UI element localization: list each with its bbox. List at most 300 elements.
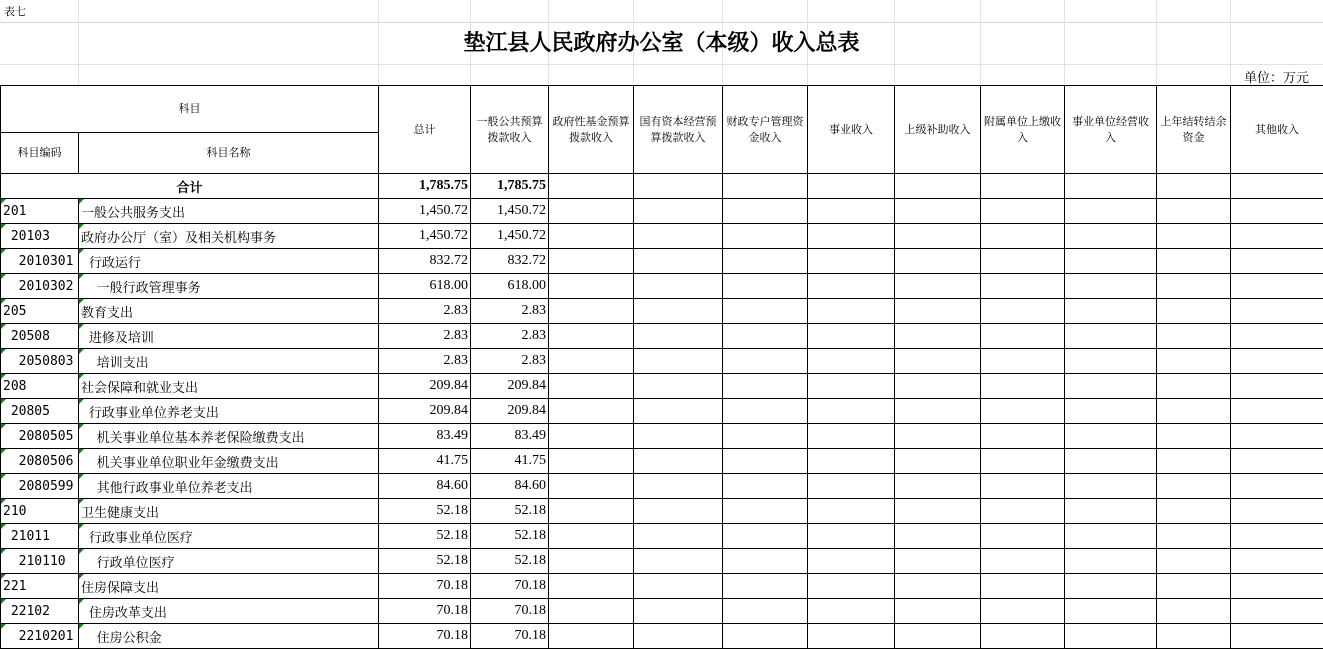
empty-cell[interactable] bbox=[808, 624, 895, 649]
row-name[interactable] bbox=[79, 274, 379, 299]
row-code[interactable] bbox=[1, 274, 79, 299]
empty-cell[interactable] bbox=[634, 549, 723, 574]
row-general[interactable] bbox=[471, 399, 549, 424]
empty-cell[interactable] bbox=[1231, 349, 1323, 374]
empty-cell[interactable] bbox=[1065, 424, 1157, 449]
row-total[interactable] bbox=[379, 299, 471, 324]
row-total[interactable] bbox=[379, 199, 471, 224]
empty-cell[interactable] bbox=[723, 299, 808, 324]
empty-cell[interactable] bbox=[895, 424, 981, 449]
empty-cell[interactable] bbox=[808, 499, 895, 524]
sheet-top-row bbox=[0, 0, 1323, 23]
empty-cell[interactable] bbox=[808, 299, 895, 324]
row-general[interactable] bbox=[471, 499, 549, 524]
empty-cell[interactable] bbox=[549, 249, 634, 274]
empty-cell[interactable] bbox=[549, 599, 634, 624]
row-code[interactable] bbox=[1, 224, 79, 249]
empty-cell[interactable] bbox=[1231, 399, 1323, 424]
empty-cell[interactable] bbox=[895, 274, 981, 299]
empty-cell[interactable] bbox=[634, 249, 723, 274]
row-total[interactable] bbox=[379, 574, 471, 599]
empty-cell[interactable] bbox=[723, 599, 808, 624]
row-total[interactable] bbox=[379, 549, 471, 574]
empty-cell[interactable] bbox=[981, 174, 1065, 199]
empty-cell[interactable] bbox=[549, 174, 634, 199]
header-state-capital[interactable]: 国有资本经营预算拨款收入 bbox=[634, 86, 723, 174]
empty-cell[interactable] bbox=[808, 399, 895, 424]
empty-cell[interactable] bbox=[1157, 199, 1231, 224]
empty-cell[interactable] bbox=[634, 599, 723, 624]
table-row[interactable] bbox=[1, 249, 1323, 274]
empty-cell[interactable] bbox=[549, 399, 634, 424]
empty-cell[interactable] bbox=[1157, 449, 1231, 474]
empty-cell[interactable] bbox=[981, 424, 1065, 449]
empty-cell[interactable] bbox=[895, 199, 981, 224]
row-general-text: 52.18 bbox=[515, 553, 547, 568]
empty-cell[interactable] bbox=[808, 524, 895, 549]
row-code[interactable] bbox=[1, 374, 79, 399]
empty-cell[interactable] bbox=[808, 424, 895, 449]
empty-cell[interactable] bbox=[808, 449, 895, 474]
row-total[interactable] bbox=[379, 249, 471, 274]
empty-cell[interactable] bbox=[549, 374, 634, 399]
header-name[interactable]: 科目名称 bbox=[79, 133, 379, 174]
empty-cell[interactable] bbox=[634, 474, 723, 499]
empty-cell[interactable] bbox=[1065, 399, 1157, 424]
table-row[interactable] bbox=[1, 399, 1323, 424]
total-row[interactable] bbox=[1, 174, 1323, 199]
empty-cell[interactable] bbox=[1065, 524, 1157, 549]
cell-marker-icon bbox=[1, 249, 6, 254]
row-general[interactable] bbox=[471, 599, 549, 624]
total-label[interactable]: 合计 bbox=[1, 174, 379, 199]
row-name[interactable] bbox=[79, 224, 379, 249]
empty-cell[interactable] bbox=[808, 574, 895, 599]
empty-cell[interactable] bbox=[1157, 474, 1231, 499]
empty-cell[interactable] bbox=[634, 499, 723, 524]
empty-cell[interactable] bbox=[1157, 174, 1231, 199]
empty-cell[interactable] bbox=[1231, 524, 1323, 549]
empty-cell[interactable] bbox=[1065, 574, 1157, 599]
empty-cell[interactable] bbox=[981, 199, 1065, 224]
empty-cell[interactable] bbox=[981, 524, 1065, 549]
row-total-text: 52.18 bbox=[437, 553, 469, 568]
row-name[interactable] bbox=[79, 499, 379, 524]
row-general[interactable] bbox=[471, 549, 549, 574]
empty-cell[interactable] bbox=[808, 199, 895, 224]
empty-cell[interactable] bbox=[895, 549, 981, 574]
empty-cell[interactable] bbox=[1231, 249, 1323, 274]
row-general[interactable] bbox=[471, 224, 549, 249]
empty-cell[interactable] bbox=[723, 274, 808, 299]
row-general[interactable] bbox=[471, 199, 549, 224]
empty-cell[interactable] bbox=[549, 274, 634, 299]
row-total-text: 2.83 bbox=[444, 328, 469, 343]
empty-cell[interactable] bbox=[981, 349, 1065, 374]
header-general-budget[interactable]: 一般公共预算拨款收入 bbox=[471, 86, 549, 174]
empty-cell[interactable] bbox=[1157, 499, 1231, 524]
header-affiliated-income[interactable]: 附属单位上缴收入 bbox=[981, 86, 1065, 174]
row-name[interactable] bbox=[79, 599, 379, 624]
row-name-text: 机关事业单位职业年金缴费支出 bbox=[81, 456, 279, 471]
row-total[interactable] bbox=[379, 399, 471, 424]
empty-cell[interactable] bbox=[981, 449, 1065, 474]
row-general[interactable] bbox=[471, 249, 549, 274]
empty-cell[interactable] bbox=[1231, 624, 1323, 649]
empty-cell[interactable] bbox=[1065, 349, 1157, 374]
empty-cell[interactable] bbox=[634, 399, 723, 424]
empty-cell[interactable] bbox=[895, 224, 981, 249]
empty-cell[interactable] bbox=[634, 424, 723, 449]
cell-marker-icon bbox=[1, 599, 6, 604]
empty-cell[interactable] bbox=[549, 524, 634, 549]
empty-cell[interactable] bbox=[1157, 574, 1231, 599]
row-general[interactable] bbox=[471, 574, 549, 599]
empty-cell[interactable] bbox=[634, 174, 723, 199]
empty-cell[interactable] bbox=[895, 349, 981, 374]
empty-cell[interactable] bbox=[549, 449, 634, 474]
row-code[interactable] bbox=[1, 524, 79, 549]
row-code[interactable] bbox=[1, 249, 79, 274]
empty-cell[interactable] bbox=[549, 299, 634, 324]
empty-cell[interactable] bbox=[723, 199, 808, 224]
empty-cell[interactable] bbox=[1065, 449, 1157, 474]
empty-cell[interactable] bbox=[981, 574, 1065, 599]
empty-cell[interactable] bbox=[981, 224, 1065, 249]
table-row[interactable] bbox=[1, 624, 1323, 649]
empty-cell[interactable] bbox=[1065, 499, 1157, 524]
header-business-income[interactable]: 事业收入 bbox=[808, 86, 895, 174]
row-code[interactable] bbox=[1, 574, 79, 599]
header-operating-income[interactable]: 事业单位经营收入 bbox=[1065, 86, 1157, 174]
empty-cell[interactable] bbox=[1065, 599, 1157, 624]
empty-cell[interactable] bbox=[723, 624, 808, 649]
header-total[interactable]: 总计 bbox=[379, 86, 471, 174]
table-row[interactable] bbox=[1, 224, 1323, 249]
table-row[interactable] bbox=[1, 549, 1323, 574]
row-code[interactable] bbox=[1, 624, 79, 649]
cell-marker-icon bbox=[79, 224, 84, 229]
empty-cell[interactable] bbox=[1231, 449, 1323, 474]
empty-cell[interactable] bbox=[634, 624, 723, 649]
row-code[interactable] bbox=[1, 599, 79, 624]
row-name[interactable] bbox=[79, 324, 379, 349]
empty-cell[interactable] bbox=[1065, 174, 1157, 199]
row-name[interactable] bbox=[79, 624, 379, 649]
empty-cell[interactable] bbox=[895, 474, 981, 499]
empty-cell[interactable] bbox=[1157, 424, 1231, 449]
cell-marker-icon bbox=[79, 249, 84, 254]
row-name[interactable] bbox=[79, 399, 379, 424]
empty-cell[interactable] bbox=[981, 474, 1065, 499]
empty-cell[interactable] bbox=[1231, 599, 1323, 624]
row-name-text: 住房改革支出 bbox=[81, 606, 167, 621]
empty-cell[interactable] bbox=[634, 199, 723, 224]
table-row[interactable] bbox=[1, 449, 1323, 474]
table-row[interactable] bbox=[1, 324, 1323, 349]
empty-cell[interactable] bbox=[895, 524, 981, 549]
empty-cell[interactable] bbox=[1231, 499, 1323, 524]
empty-cell[interactable] bbox=[549, 624, 634, 649]
table-row[interactable] bbox=[1, 524, 1323, 549]
row-general[interactable] bbox=[471, 299, 549, 324]
empty-cell[interactable] bbox=[1157, 274, 1231, 299]
empty-cell[interactable] bbox=[1231, 274, 1323, 299]
empty-cell[interactable] bbox=[895, 449, 981, 474]
empty-cell[interactable] bbox=[723, 249, 808, 274]
row-code[interactable] bbox=[1, 499, 79, 524]
row-general[interactable] bbox=[471, 449, 549, 474]
row-name[interactable] bbox=[79, 249, 379, 274]
row-total[interactable] bbox=[379, 474, 471, 499]
row-code[interactable] bbox=[1, 399, 79, 424]
row-name[interactable] bbox=[79, 299, 379, 324]
empty-cell[interactable] bbox=[1065, 199, 1157, 224]
empty-cell[interactable] bbox=[549, 424, 634, 449]
row-total[interactable] bbox=[379, 274, 471, 299]
empty-cell[interactable] bbox=[723, 399, 808, 424]
empty-cell[interactable] bbox=[1065, 474, 1157, 499]
row-code[interactable] bbox=[1, 324, 79, 349]
row-general[interactable] bbox=[471, 524, 549, 549]
cell-marker-icon bbox=[1, 524, 6, 529]
empty-cell[interactable] bbox=[549, 224, 634, 249]
empty-cell[interactable] bbox=[895, 324, 981, 349]
empty-cell[interactable] bbox=[634, 324, 723, 349]
empty-cell[interactable] bbox=[1157, 549, 1231, 574]
row-code[interactable] bbox=[1, 349, 79, 374]
empty-cell[interactable] bbox=[895, 499, 981, 524]
row-general[interactable] bbox=[471, 624, 549, 649]
empty-cell[interactable] bbox=[981, 499, 1065, 524]
empty-cell[interactable] bbox=[1231, 324, 1323, 349]
row-total[interactable] bbox=[379, 524, 471, 549]
row-name-text: 教育支出 bbox=[81, 306, 133, 321]
row-general[interactable] bbox=[471, 374, 549, 399]
header-code[interactable]: 科目编码 bbox=[1, 133, 79, 174]
empty-cell[interactable] bbox=[808, 374, 895, 399]
empty-cell[interactable] bbox=[808, 174, 895, 199]
empty-cell[interactable] bbox=[981, 299, 1065, 324]
empty-cell[interactable] bbox=[808, 324, 895, 349]
row-general[interactable] bbox=[471, 349, 549, 374]
empty-cell[interactable] bbox=[634, 524, 723, 549]
row-name[interactable] bbox=[79, 424, 379, 449]
empty-cell[interactable] bbox=[1231, 299, 1323, 324]
empty-cell[interactable] bbox=[981, 374, 1065, 399]
empty-cell[interactable] bbox=[1157, 249, 1231, 274]
row-code-text: 20805 bbox=[3, 404, 50, 419]
empty-cell[interactable] bbox=[634, 299, 723, 324]
empty-cell[interactable] bbox=[549, 474, 634, 499]
table-row[interactable] bbox=[1, 574, 1323, 599]
empty-cell[interactable] bbox=[723, 424, 808, 449]
empty-cell[interactable] bbox=[1157, 349, 1231, 374]
header-other-income[interactable]: 其他收入 bbox=[1231, 86, 1323, 174]
header-gov-fund[interactable]: 政府性基金预算拨款收入 bbox=[549, 86, 634, 174]
row-name[interactable] bbox=[79, 474, 379, 499]
empty-cell[interactable] bbox=[1231, 224, 1323, 249]
row-name[interactable] bbox=[79, 449, 379, 474]
table-row[interactable] bbox=[1, 299, 1323, 324]
row-general-text: 70.18 bbox=[515, 628, 547, 643]
empty-cell[interactable] bbox=[1231, 424, 1323, 449]
header-fiscal-special[interactable]: 财政专户管理资金收入 bbox=[723, 86, 808, 174]
empty-cell[interactable] bbox=[981, 549, 1065, 574]
empty-cell[interactable] bbox=[634, 274, 723, 299]
row-name[interactable] bbox=[79, 349, 379, 374]
row-total[interactable] bbox=[379, 499, 471, 524]
empty-cell[interactable] bbox=[895, 624, 981, 649]
empty-cell[interactable] bbox=[634, 374, 723, 399]
row-name[interactable] bbox=[79, 199, 379, 224]
row-total[interactable] bbox=[379, 349, 471, 374]
row-general[interactable] bbox=[471, 324, 549, 349]
row-code[interactable] bbox=[1, 549, 79, 574]
empty-cell[interactable] bbox=[1231, 549, 1323, 574]
header-superior-subsidy[interactable]: 上级补助收入 bbox=[895, 86, 981, 174]
empty-cell[interactable] bbox=[723, 549, 808, 574]
row-total-text: 70.18 bbox=[437, 578, 469, 593]
empty-cell[interactable] bbox=[549, 324, 634, 349]
empty-cell[interactable] bbox=[1157, 399, 1231, 424]
empty-cell[interactable] bbox=[895, 299, 981, 324]
empty-cell[interactable] bbox=[723, 574, 808, 599]
empty-cell[interactable] bbox=[895, 399, 981, 424]
row-total[interactable] bbox=[379, 449, 471, 474]
cell-marker-icon bbox=[79, 449, 84, 454]
empty-cell[interactable] bbox=[723, 324, 808, 349]
empty-cell[interactable] bbox=[1157, 324, 1231, 349]
row-name-text: 机关事业单位基本养老保险缴费支出 bbox=[81, 431, 305, 446]
table-row[interactable] bbox=[1, 424, 1323, 449]
row-total[interactable] bbox=[379, 624, 471, 649]
empty-cell[interactable] bbox=[723, 524, 808, 549]
row-name[interactable] bbox=[79, 524, 379, 549]
empty-cell[interactable] bbox=[895, 574, 981, 599]
row-code-text: 21011 bbox=[3, 529, 50, 544]
empty-cell[interactable] bbox=[1065, 224, 1157, 249]
empty-cell[interactable] bbox=[1065, 324, 1157, 349]
row-total[interactable] bbox=[379, 424, 471, 449]
empty-cell[interactable] bbox=[1231, 574, 1323, 599]
empty-cell[interactable] bbox=[1231, 199, 1323, 224]
empty-cell[interactable] bbox=[1157, 299, 1231, 324]
empty-cell[interactable] bbox=[723, 374, 808, 399]
empty-cell[interactable] bbox=[981, 599, 1065, 624]
empty-cell[interactable] bbox=[981, 624, 1065, 649]
row-total[interactable] bbox=[379, 374, 471, 399]
empty-cell[interactable] bbox=[981, 274, 1065, 299]
table-row[interactable] bbox=[1, 474, 1323, 499]
empty-cell[interactable] bbox=[1231, 174, 1323, 199]
table-row[interactable] bbox=[1, 349, 1323, 374]
empty-cell[interactable] bbox=[634, 224, 723, 249]
empty-cell[interactable] bbox=[634, 574, 723, 599]
empty-cell[interactable] bbox=[981, 249, 1065, 274]
empty-cell[interactable] bbox=[1157, 374, 1231, 399]
empty-cell[interactable] bbox=[895, 249, 981, 274]
row-code[interactable] bbox=[1, 424, 79, 449]
row-general[interactable] bbox=[471, 474, 549, 499]
empty-cell[interactable] bbox=[808, 474, 895, 499]
empty-cell[interactable] bbox=[723, 499, 808, 524]
row-name[interactable] bbox=[79, 374, 379, 399]
empty-cell[interactable] bbox=[1157, 224, 1231, 249]
table-row[interactable] bbox=[1, 274, 1323, 299]
empty-cell[interactable] bbox=[549, 574, 634, 599]
empty-cell[interactable] bbox=[1231, 374, 1323, 399]
empty-cell[interactable] bbox=[808, 224, 895, 249]
empty-cell[interactable] bbox=[723, 349, 808, 374]
empty-cell[interactable] bbox=[1065, 274, 1157, 299]
empty-cell[interactable] bbox=[808, 599, 895, 624]
empty-cell[interactable] bbox=[808, 249, 895, 274]
total-general[interactable]: 1,785.75 bbox=[471, 174, 549, 199]
empty-cell[interactable] bbox=[1231, 474, 1323, 499]
empty-cell[interactable] bbox=[1065, 299, 1157, 324]
empty-cell[interactable] bbox=[808, 274, 895, 299]
empty-cell[interactable] bbox=[981, 399, 1065, 424]
table-row[interactable] bbox=[1, 374, 1323, 399]
table-row[interactable] bbox=[1, 499, 1323, 524]
row-name[interactable] bbox=[79, 574, 379, 599]
empty-cell[interactable] bbox=[723, 449, 808, 474]
row-code[interactable] bbox=[1, 474, 79, 499]
total-sum[interactable]: 1,785.75 bbox=[379, 174, 471, 199]
empty-cell[interactable] bbox=[1157, 624, 1231, 649]
empty-cell[interactable] bbox=[1157, 599, 1231, 624]
row-name-text: 住房公积金 bbox=[81, 631, 162, 646]
empty-cell[interactable] bbox=[549, 549, 634, 574]
row-code[interactable] bbox=[1, 449, 79, 474]
row-total[interactable] bbox=[379, 324, 471, 349]
empty-cell[interactable] bbox=[634, 349, 723, 374]
empty-cell[interactable] bbox=[1065, 374, 1157, 399]
empty-cell[interactable] bbox=[723, 174, 808, 199]
empty-cell[interactable] bbox=[634, 449, 723, 474]
row-name[interactable] bbox=[79, 549, 379, 574]
empty-cell[interactable] bbox=[895, 174, 981, 199]
empty-cell[interactable] bbox=[1065, 249, 1157, 274]
cell-marker-icon bbox=[1, 624, 6, 629]
header-subject[interactable]: 科目 bbox=[1, 86, 379, 133]
empty-cell[interactable] bbox=[723, 224, 808, 249]
empty-cell[interactable] bbox=[1157, 524, 1231, 549]
empty-cell[interactable] bbox=[1065, 624, 1157, 649]
row-code[interactable] bbox=[1, 199, 79, 224]
row-total[interactable] bbox=[379, 224, 471, 249]
empty-cell[interactable] bbox=[895, 374, 981, 399]
empty-cell[interactable] bbox=[981, 324, 1065, 349]
table-row[interactable] bbox=[1, 599, 1323, 624]
empty-cell[interactable] bbox=[549, 349, 634, 374]
row-total[interactable] bbox=[379, 599, 471, 624]
empty-cell[interactable] bbox=[723, 474, 808, 499]
table-row[interactable] bbox=[1, 199, 1323, 224]
row-total-text: 209.84 bbox=[430, 378, 469, 393]
empty-cell[interactable] bbox=[895, 599, 981, 624]
row-code[interactable] bbox=[1, 299, 79, 324]
row-general[interactable] bbox=[471, 274, 549, 299]
header-carryover[interactable]: 上年结转结余资金 bbox=[1157, 86, 1231, 174]
empty-cell[interactable] bbox=[808, 549, 895, 574]
empty-cell[interactable] bbox=[808, 349, 895, 374]
empty-cell[interactable] bbox=[549, 199, 634, 224]
empty-cell[interactable] bbox=[549, 499, 634, 524]
row-general[interactable] bbox=[471, 424, 549, 449]
empty-cell[interactable] bbox=[1065, 549, 1157, 574]
